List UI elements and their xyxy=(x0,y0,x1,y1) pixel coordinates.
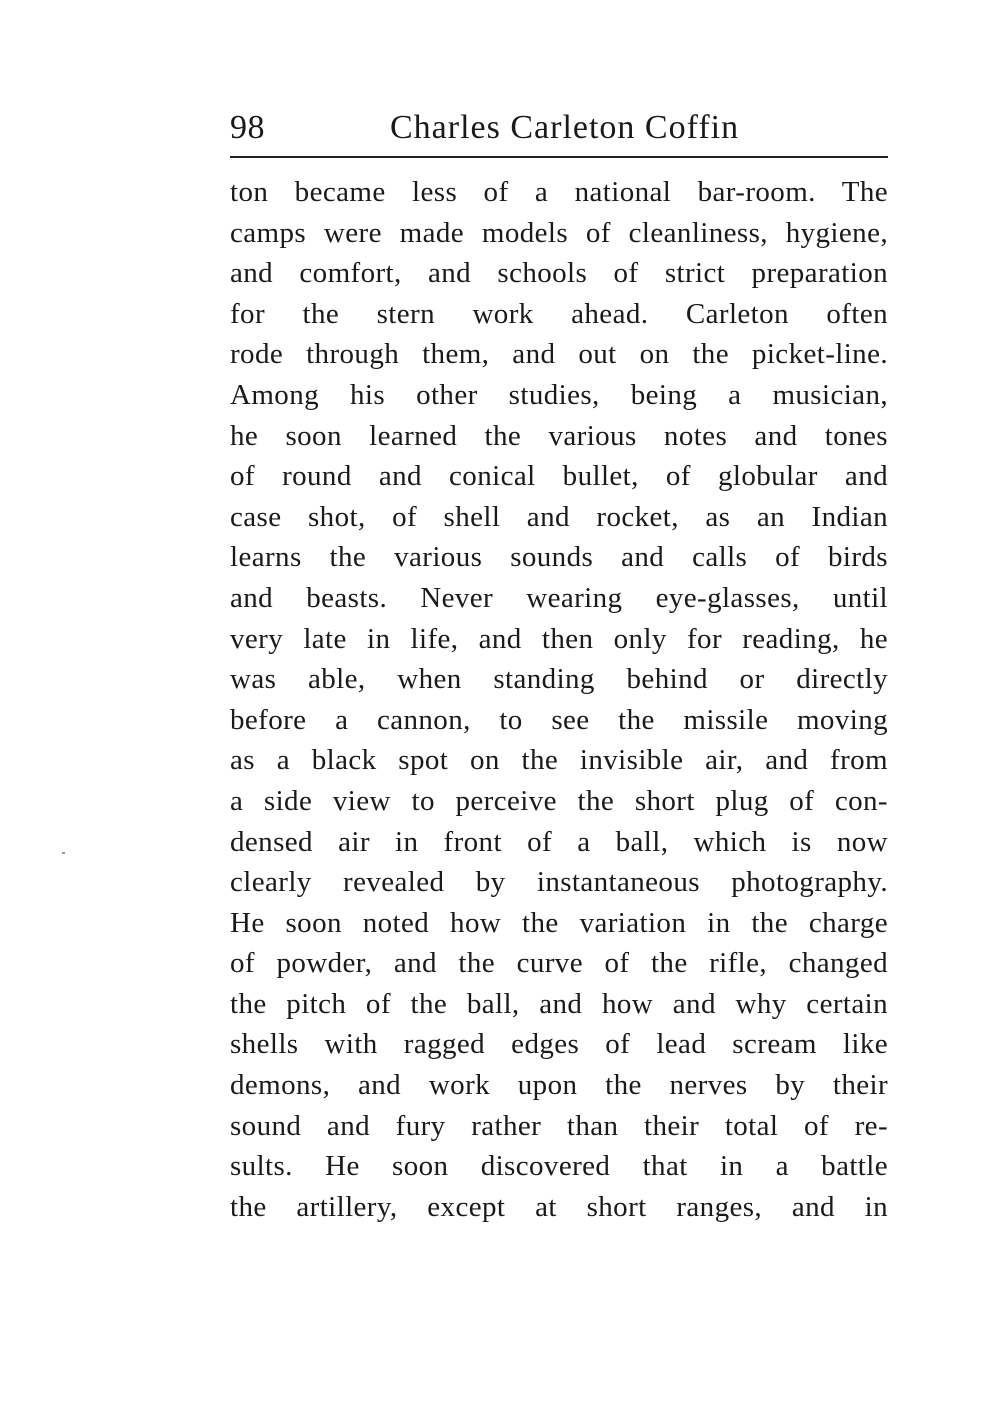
text-line: of round and conical bullet, of globular and xyxy=(230,460,888,493)
text-line: sults. He soon discovered that in a battle xyxy=(230,1150,888,1183)
text-line: he soon learned the various notes and tones xyxy=(230,419,888,452)
text-line: He soon noted how the variation in the charge xyxy=(230,906,888,939)
text-line: the pitch of the ball, and how and why certain xyxy=(230,987,888,1020)
text-line: Among his other studies, being a musician, xyxy=(230,378,888,411)
body-text xyxy=(230,172,888,1227)
text-line: the artillery, except at short ranges, and in xyxy=(230,1190,888,1223)
text-line: shells with ragged edges of lead scream like xyxy=(230,1028,888,1061)
text-line: camps were made models of cleanliness, hygiene, xyxy=(230,216,888,249)
text-line: clearly revealed by instantaneous photography. xyxy=(230,866,888,899)
text-line: very late in life, and then only for reading, he xyxy=(230,622,888,655)
running-title: Charles Carleton Coffin xyxy=(390,109,740,146)
text-line: ton became less of a national bar-room. The xyxy=(230,176,888,208)
text-line: a side view to perceive the short plug of con- xyxy=(230,784,888,817)
text-line: demons, and work upon the nerves by their xyxy=(230,1069,888,1102)
text-line: sound and fury rather than their total of re- xyxy=(230,1109,888,1142)
text-line: rode through them, and out on the picket-line. xyxy=(230,338,888,371)
page-number: 98 xyxy=(230,109,265,146)
text-line: for the stern work ahead. Carleton often xyxy=(230,297,888,330)
margin-speck xyxy=(62,852,65,854)
text-line: before a cannon, to see the missile moving xyxy=(230,703,888,736)
page-header xyxy=(230,100,888,156)
text-line: was able, when standing behind or directly xyxy=(230,663,888,696)
text-line: as a black spot on the invisible air, and from xyxy=(230,744,888,777)
text-line: case shot, of shell and rocket, as an Indian xyxy=(230,500,888,533)
text-line: and comfort, and schools of strict preparation xyxy=(230,257,888,290)
header-rule xyxy=(230,156,888,158)
text-line: densed air in front of a ball, which is now xyxy=(230,825,888,858)
text-line: of powder, and the curve of the rifle, changed xyxy=(230,947,888,980)
text-line: and beasts. Never wearing eye-glasses, until xyxy=(230,581,888,614)
text-line: learns the various sounds and calls of birds xyxy=(230,541,888,574)
